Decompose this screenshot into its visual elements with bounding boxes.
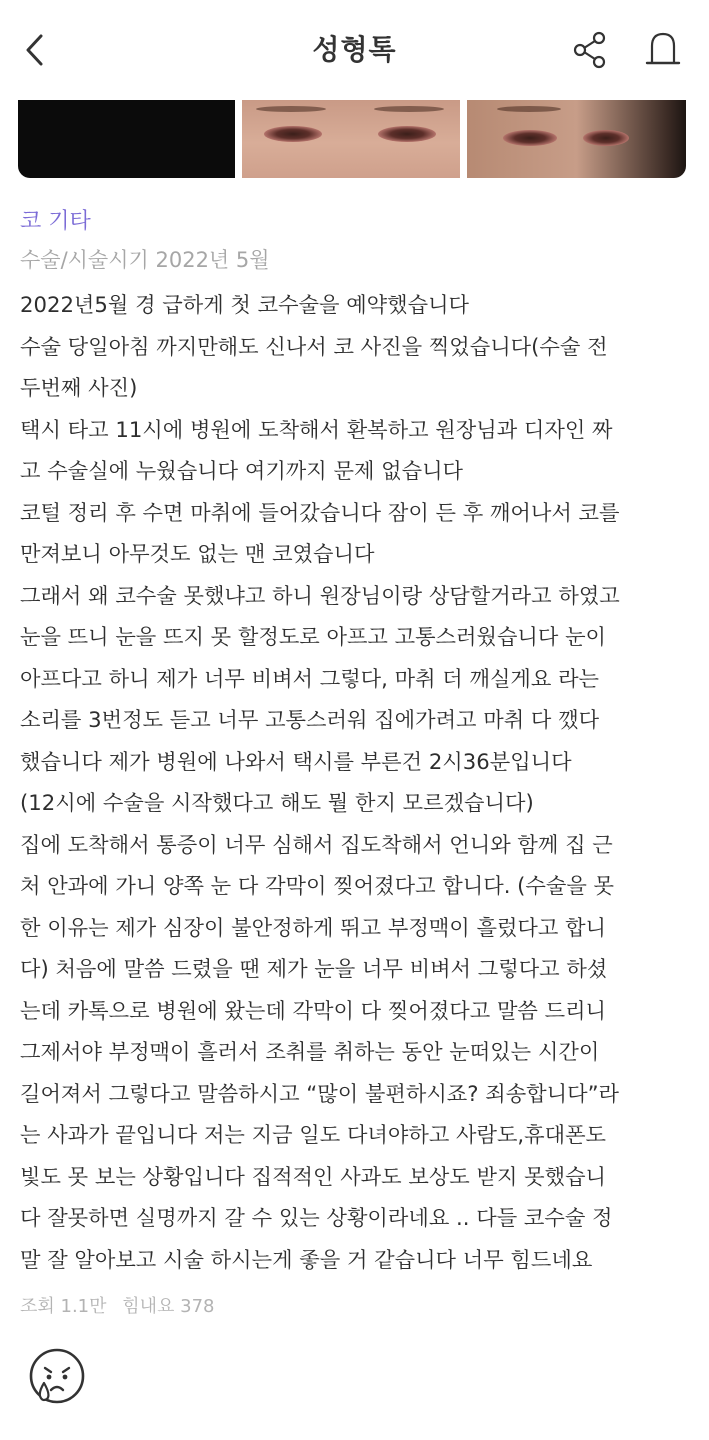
post-body-line: 아프다고 하니 제가 너무 비벼서 그렇다, 마취 더 깨실게요 라는 bbox=[20, 665, 600, 691]
app-header bbox=[0, 0, 709, 100]
post-photo-1[interactable] bbox=[18, 100, 235, 178]
post-body-line: 그제서야 부정맥이 흘러서 조취를 취하는 동안 눈떠있는 시간이 bbox=[20, 1039, 600, 1064]
post-body-line: 다) 처음에 말씀 드렸을 땐 제가 눈을 너무 비벼서 그렇다고 하셨 bbox=[20, 956, 608, 981]
reaction-button[interactable] bbox=[26, 1344, 90, 1408]
cheer-count: 힘내요 378 bbox=[122, 1296, 215, 1317]
post-body-line: 빛도 못 보는 상황입니다 집적적인 사과도 보상도 받지 못했습니 bbox=[20, 1163, 607, 1189]
notification-button[interactable] bbox=[640, 26, 686, 72]
post-category[interactable]: 코 기타 bbox=[20, 209, 91, 234]
post-body-line: 처 안과에 가니 양쪽 눈 다 각막이 찢어졌다고 합니다. (수술을 못 bbox=[20, 873, 615, 898]
post-body-line: 2022년5월 경 급하게 첫 코수술을 예약했습니다 bbox=[20, 292, 470, 317]
post-body-line: 수술 당일아침 까지만해도 신나서 코 사진을 찍었습니다(수술 전 bbox=[20, 333, 608, 359]
post-body-line: (12시에 수술을 시작했다고 해도 뭘 한지 모르겠습니다) bbox=[20, 790, 534, 815]
post-body-line: 는데 카톡으로 병원에 왔는데 각막이 다 찢어졌다고 말씀 드리니 bbox=[20, 997, 607, 1023]
post-photo-3[interactable] bbox=[467, 100, 686, 178]
post-body-line: 는 사과가 끝입니다 저는 지금 일도 다녀야하고 사람도,휴대폰도 bbox=[20, 1122, 607, 1147]
share-button[interactable] bbox=[568, 28, 612, 72]
surgery-date-value: 2022년 5월 bbox=[155, 248, 270, 272]
bell-icon bbox=[642, 28, 684, 70]
post-body-line: 했습니다 제가 병원에 나와서 택시를 부른건 2시36분입니다 bbox=[20, 748, 572, 774]
post-body-line: 두번째 사진) bbox=[20, 375, 138, 400]
post-body-line: 길어져서 그렇다고 말씀하시고 “많이 불편하시죠? 죄송합니다”라 bbox=[20, 1080, 620, 1106]
post-body-line: 그래서 왜 코수술 못했냐고 하니 원장님이랑 상담할거라고 하였고 bbox=[20, 582, 620, 608]
post-body-line: 말 잘 알아보고 시술 하시는게 좋을 거 같습니다 너무 힘드네요 bbox=[20, 1246, 593, 1272]
post-body-line: 코털 정리 후 수면 마취에 들어갔습니다 잠이 든 후 깨어나서 코를 bbox=[20, 499, 620, 525]
post-stats bbox=[20, 1292, 225, 1318]
post-body-line: 다 잘못하면 실명까지 갈 수 있는 상황이라네요 .. 다들 코수술 정 bbox=[20, 1205, 613, 1230]
post-body-line: 한 이유는 제가 심장이 불안정하게 뛰고 부정맥이 흘렀다고 합니 bbox=[20, 914, 607, 940]
post-body-line: 택시 타고 11시에 병원에 도착해서 환복하고 원장님과 디자인 짜 bbox=[20, 416, 613, 442]
page-title: 성형톡 bbox=[312, 33, 397, 66]
post-body-line: 눈을 뜨니 눈을 뜨지 못 할정도로 아프고 고통스러웠습니다 눈이 bbox=[20, 624, 607, 649]
crying-face-icon bbox=[26, 1344, 90, 1408]
post-body-line: 소리를 3번정도 듣고 너무 고통스러워 집에가려고 마취 다 깼다 bbox=[20, 707, 600, 732]
view-count: 조회 1.1만 bbox=[20, 1296, 107, 1317]
post-body bbox=[20, 284, 692, 1280]
photo-strip bbox=[18, 100, 686, 178]
surgery-date bbox=[20, 244, 270, 274]
post-body-line: 만져보니 아무것도 없는 맨 코였습니다 bbox=[20, 541, 375, 566]
surgery-date-label: 수술/시술시기 bbox=[20, 248, 149, 272]
post-photo-2[interactable] bbox=[242, 100, 460, 178]
post-body-line: 고 수술실에 누웠습니다 여기까지 문제 없습니다 bbox=[20, 458, 464, 483]
share-icon bbox=[570, 30, 610, 70]
post-body-line: 집에 도착해서 통증이 너무 심해서 집도착해서 언니와 함께 집 근 bbox=[20, 831, 613, 857]
